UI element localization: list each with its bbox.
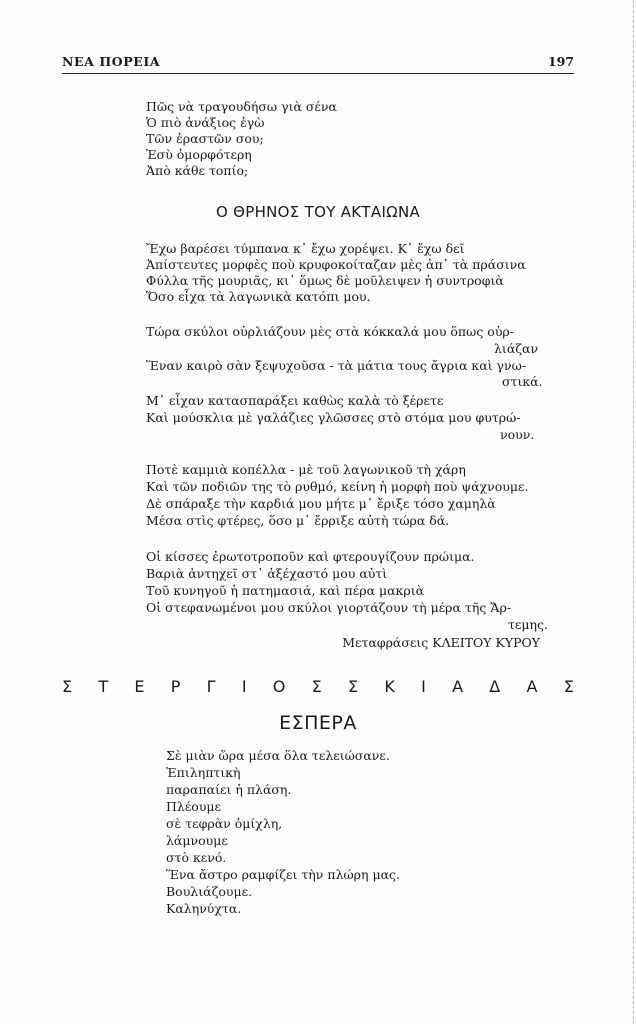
- poem2-line-continuation: λιάζαν: [494, 341, 539, 356]
- author-letter: Τ: [98, 677, 109, 696]
- poem3-line: Καληνύχτα.: [166, 901, 242, 916]
- translator-signature: Μεταφράσεις ΚΛΕΙΤΟΥ ΚΥΡΟΥ: [342, 635, 540, 650]
- page-header: [62, 54, 574, 72]
- poem3-line: Ἕνα ἄστρο ραμφίζει τὴν πλώρη μας.: [166, 867, 401, 882]
- poem3-line: Πλέουμε: [166, 799, 222, 814]
- poem-title: Ο ΘΡΗΝΟΣ ΤΟΥ ΑΚΤΑΙΩΝΑ: [215, 203, 421, 221]
- author-letter: Ε: [134, 677, 145, 696]
- poem1-line: Ἀπὸ κάθε τοπίο;: [146, 163, 249, 178]
- author-letter: Α: [452, 677, 464, 696]
- poem2-line: Τώρα σκύλοι οὐρλιάζουν μὲς στὰ κόκκαλά μου ὅπως οὐρ-: [146, 324, 515, 339]
- poem3-line: λάμνουμε: [166, 833, 228, 848]
- poem1-line: Τῶν ἐραστῶν σου;: [146, 131, 264, 146]
- author-letter: Σ: [348, 677, 359, 696]
- poem-title: ΕΣΠΕΡΑ: [279, 712, 357, 734]
- poem2-line: Ἀπίστευτες μορφὲς ποὺ κρυφοκοίταζαν μὲς ἀπ᾽ τὰ πράσινα: [146, 257, 526, 272]
- poem3-line: σὲ τεφρὰν ὁμίχλη,: [166, 816, 283, 831]
- poem2-line-continuation: στικά.: [502, 374, 543, 389]
- poem2-line: Μ᾽ εἶχαν κατασπαράξει καθὼς καλὰ τὸ ξέρετε: [146, 393, 444, 408]
- author-letter: Ι: [421, 677, 426, 696]
- author-letter: Σ: [62, 677, 73, 696]
- poem2-line-continuation: τεμης.: [508, 617, 548, 632]
- author-letter: Ρ: [170, 677, 181, 696]
- poem2-line: Ὅσο εἶχα τὰ λαγωνικὰ κατόπι μου.: [146, 289, 371, 304]
- header-rule: [62, 73, 574, 74]
- poem1-line: Ὁ πιὸ ἀνάξιος ἐγὼ: [146, 115, 265, 130]
- author-letter: Γ: [206, 677, 216, 696]
- poem1-line: Ἐσὺ ὀμορφότερη: [146, 147, 252, 162]
- page-number: 197: [547, 54, 574, 69]
- poem2-line: Βαριὰ ἀντηχεῖ στ᾽ ἀξέχαστό μου αὐτὶ: [146, 566, 388, 581]
- author-letter: Σ: [311, 677, 322, 696]
- poem2-line: Ἔχω βαρέσει τύμπανα κ᾽ ἔχω χορέψει. Κ᾽ ἔχω δεῖ: [146, 241, 465, 256]
- author-letter: Σ: [563, 677, 574, 696]
- poem2-line: Καὶ μούσκλια μὲ γαλάζιες γλῶσσες στὸ στόμα μου φυτρώ-: [146, 410, 521, 425]
- poem2-line: Φύλλα τῆς μουριᾶς, κι᾽ ὅμως δὲ μοῦλειψεν ἡ συντροφιὰ: [146, 273, 504, 288]
- poem3-line: Σὲ μιὰν ὥρα μέσα ὅλα τελειώσανε.: [166, 748, 390, 763]
- poem3-line: στὸ κενό.: [166, 850, 227, 865]
- author-letter: Ο: [272, 677, 286, 696]
- poem2-line: Οἱ στεφανωμένοι μου σκύλοι γιορτάζουν τὴ μέρα τῆς Ἄρ-: [146, 600, 512, 615]
- author-letter: Ι: [241, 677, 247, 696]
- poem2-line: Ποτὲ καμμιὰ κοπέλλα - μὲ τοῦ λαγωνικοῦ τὴ χάρη: [146, 462, 466, 477]
- poem2-line-continuation: νουν.: [500, 427, 535, 442]
- poem2-line: Μέσα στὶς φτέρες, ὅσο μ᾽ ἔρριξε αὐτὴ τώρα δά.: [146, 513, 450, 528]
- author-letter: Α: [526, 677, 538, 696]
- poem2-line: Οἱ κίσσες ἐρωτοτροποῦν καὶ φτερουγίζουν πρώιμα.: [146, 549, 475, 564]
- poem2-line: Δὲ σπάραξε τὴν καρδιά μου μήτε μ᾽ ἔριξε τόσο χαμηλὰ: [146, 496, 496, 511]
- poem2-line: Καὶ τῶν ποδιῶν της τὸ ρυθμό, κείνη ἡ μορφὴ ποὺ ψάχνουμε.: [146, 479, 529, 494]
- poem3-line: Ἐπιληπτικὴ: [166, 765, 241, 780]
- page-edge: [633, 0, 634, 1024]
- poem3-line: Βουλιάζουμε.: [166, 884, 253, 899]
- author-name: [62, 677, 574, 696]
- poem1-line: Πῶς νὰ τραγουδήσω γιὰ σένα: [146, 99, 337, 114]
- poem2-line: Ἕναν καιρὸ σὰν ξεψυχοῦσα - τὰ μάτια τους ἄγρια καὶ γνω-: [146, 358, 527, 373]
- poem3-line: παραπαίει ἡ πλάση.: [166, 782, 292, 797]
- author-letter: Κ: [384, 677, 395, 696]
- running-head: ΝΕΑ ΠΟΡΕΙΑ: [62, 54, 161, 69]
- poem2-line: Τοῦ κυνηγοῦ ἡ πατημασιά, καὶ πέρα μακριὰ: [146, 583, 425, 598]
- author-letter: Δ: [489, 677, 501, 696]
